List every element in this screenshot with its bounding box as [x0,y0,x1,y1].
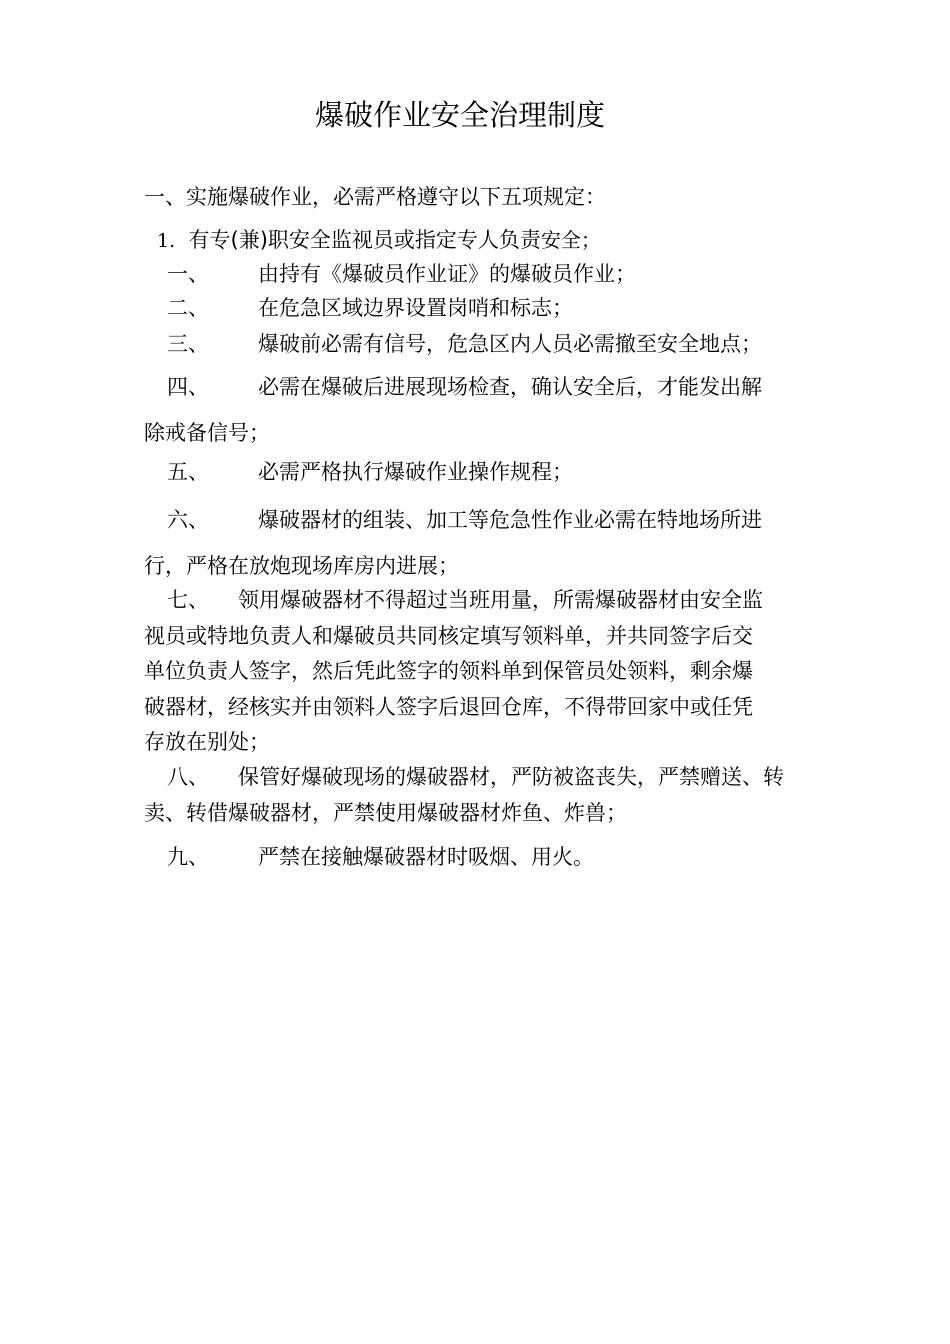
list-marker: 三、 [167,332,209,356]
list-marker: 七、 [167,588,209,612]
list-text: 必需严格执行爆破作业操作规程； [258,460,573,484]
list-item-6 [144,497,834,589]
document-title: 爆破作业安全治理制度 [314,98,605,132]
list-text: 保管好爆破现场的爆破器材，严防被盗丧失，严禁赠送、转 [238,765,784,789]
list-item-5 [144,456,834,488]
list-text: 爆破器材的组装、加工等危急性作业必需在特地场所进 [258,508,762,532]
list-item-1 [144,258,834,290]
list-item-9 [144,841,834,873]
list-text: 在危急区域边界设置岗哨和标志； [258,296,573,320]
list-marker: 二、 [167,296,209,320]
list-text: 由持有《爆破员作业证》的爆破员作业； [258,262,636,286]
list-marker: 五、 [167,460,209,484]
item-number: 1. [157,230,176,252]
item-text-tail: 安全； [540,228,601,252]
list-text-continued: 单位负责人签字，然后凭此签字的领料单到保管员处领料，剩余爆 [144,659,753,683]
list-text: 严禁在接触爆破器材时吸烟、用火。 [258,845,594,869]
list-item-3 [144,328,834,360]
list-text: 爆破前必需有信号，危急区内人员必需撤至安全地点； [258,332,762,356]
list-item-7 [144,583,834,761]
list-item-4 [144,364,834,456]
list-item-8 [144,760,844,831]
item-text: 有专(兼)职安全监视员或指定专人负责 [188,228,541,252]
list-marker: 六、 [167,508,209,532]
list-text-continued: 行，严格在放炮现场库房内进展； [144,554,459,578]
list-item-2 [144,292,834,324]
list-text-continued: 破器材，经核实并由领料人签字后退回仓库，不得带回家中或任凭 [144,694,753,719]
list-text-continued: 卖、转借爆破器材，严禁使用爆破器材炸鱼、炸兽； [144,800,627,825]
list-text-continued: 存放在别处； [144,730,270,754]
list-marker: 九、 [167,845,209,869]
list-marker: 八、 [167,765,209,789]
list-text-continued: 除戒备信号； [144,421,270,445]
numbered-item-1 [157,224,601,257]
list-marker: 四、 [167,375,209,399]
list-marker: 一、 [167,262,209,286]
list-text-continued: 视员或特地负责人和爆破员共同核定填写领料单，并共同签字后交 [144,623,753,648]
list-text: 领用爆破器材不得超过当班用量，所需爆破器材由安全监 [238,588,763,612]
list-text: 必需在爆破后进展现场检查，确认安全后，才能发出解 [258,375,762,399]
intro-line: 一、实施爆破作业，必需严格遵守以下五项规定： [144,185,606,209]
